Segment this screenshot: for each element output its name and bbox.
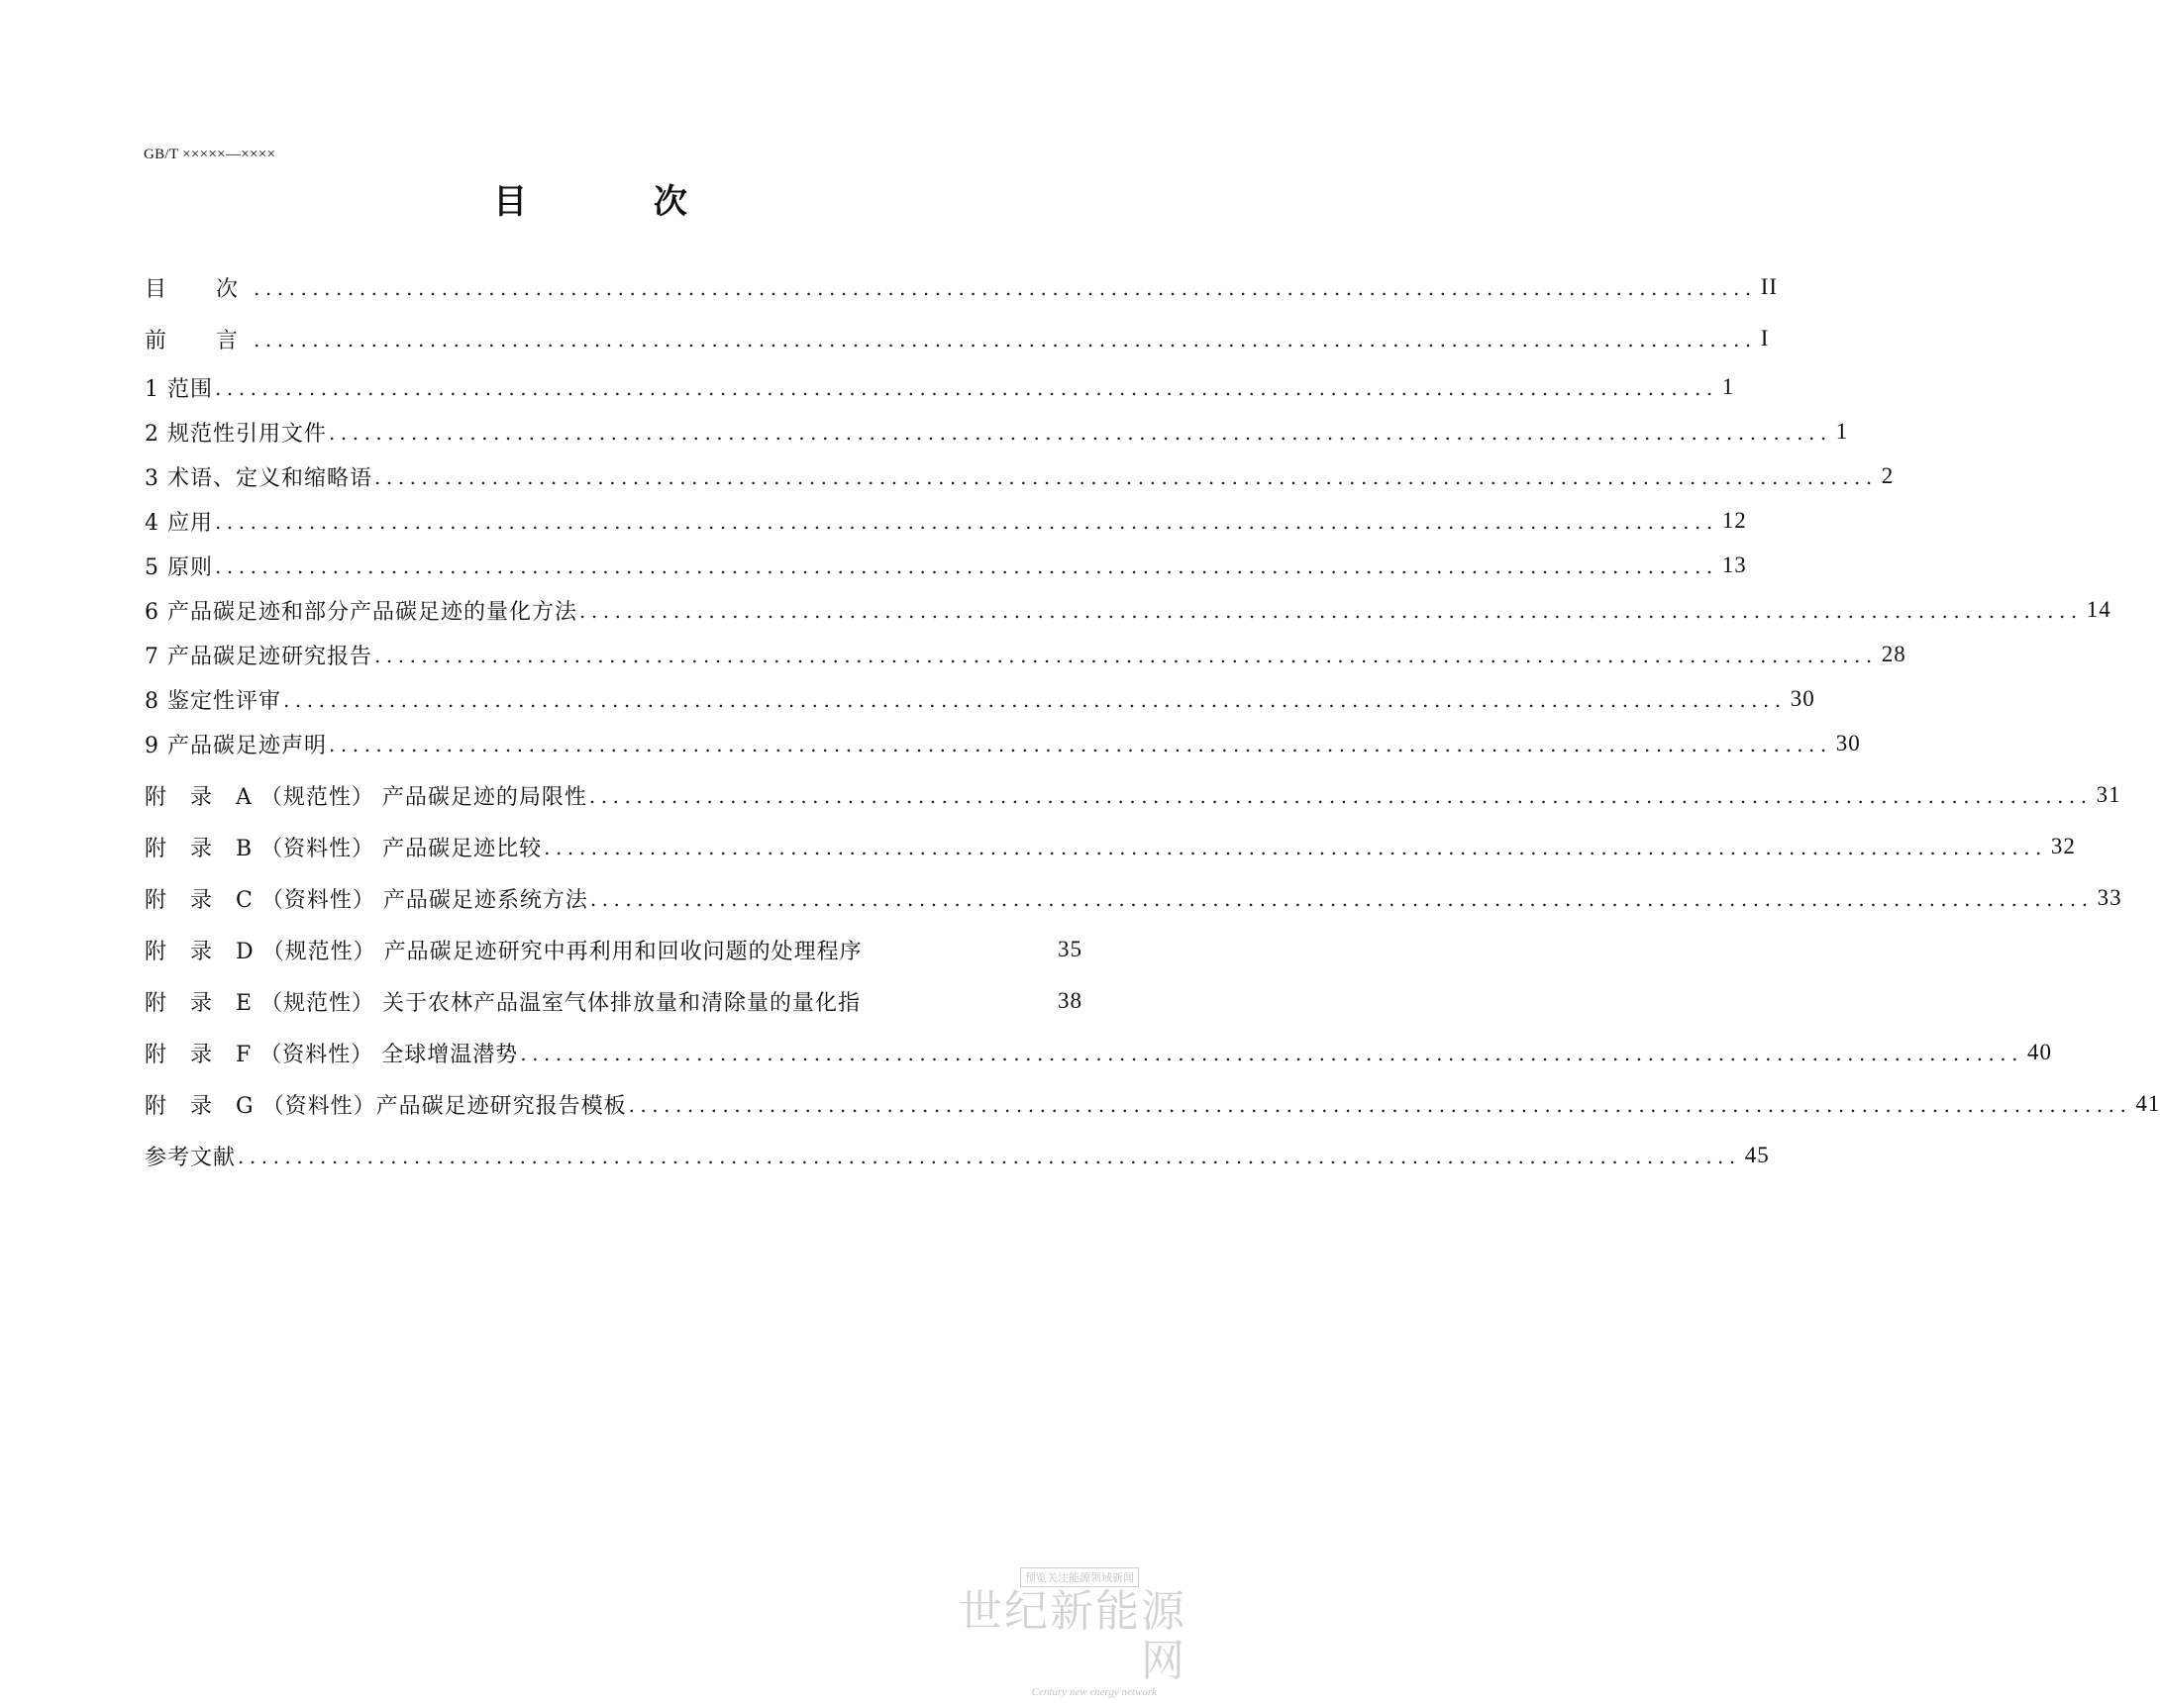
watermark bbox=[949, 1566, 1186, 1698]
toc-entry-label: 参考文献 bbox=[145, 1145, 237, 1170]
toc-entry-label: 2 规范性引用文件 bbox=[145, 421, 327, 447]
toc-entry-page: 31 bbox=[2096, 782, 2121, 807]
toc-entry-label: 附 录 F （资料性） 全球增温潜势 bbox=[145, 1042, 519, 1067]
toc-entry-6[interactable] bbox=[145, 593, 2111, 627]
toc-entry-label: 前 言 bbox=[145, 328, 253, 353]
toc-entry-page: 1 bbox=[1835, 419, 1849, 444]
dot-leader: ................................................................................................................................ bbox=[215, 554, 1718, 578]
toc-entry-page: 30 bbox=[1790, 686, 1815, 711]
toc-entry-label: 6 产品碳足迹和部分产品碳足迹的量化方法 bbox=[145, 599, 577, 625]
toc-entry-label: 附 录 G （资料性）产品碳足迹研究报告模板 bbox=[145, 1093, 627, 1119]
page-title: 目 次 bbox=[493, 182, 745, 222]
toc-entry-label: 3 术语、定义和缩略语 bbox=[145, 465, 372, 491]
toc-entry-label: 附 录 A （规范性） 产品碳足迹的局限性 bbox=[145, 784, 587, 810]
dot-leader: ................................................................................................................................ bbox=[544, 836, 2047, 859]
toc-entry-page: 38 bbox=[1058, 988, 1082, 1013]
toc-entry-page: 41 bbox=[2135, 1091, 2160, 1116]
dot-leader: ................................................................................................................................ bbox=[329, 421, 1832, 445]
toc-entry-page: 33 bbox=[2097, 885, 2122, 910]
toc-entry-label: 附 录 B （资料性） 产品碳足迹比较 bbox=[145, 836, 543, 861]
toc-entry-7[interactable] bbox=[145, 638, 1906, 671]
dot-leader: ................................................................................................................................ bbox=[579, 599, 2083, 623]
toc-entry-label: 4 应用 bbox=[145, 510, 213, 536]
toc-entry-page: 32 bbox=[2050, 834, 2076, 858]
toc-entry-9[interactable] bbox=[145, 727, 1861, 760]
dot-leader: ................................................................................................................................ bbox=[520, 1042, 2024, 1065]
document-code: GB/T ×××××—×××× bbox=[144, 147, 276, 162]
toc-entry-page: 2 bbox=[1881, 463, 1895, 488]
toc-entry-page: 28 bbox=[1881, 642, 1906, 666]
dot-leader: ................................................................................................................................ bbox=[283, 688, 1787, 712]
toc-entry-label: 目 次 bbox=[145, 276, 253, 302]
dot-leader: ................................................................................................................................ bbox=[329, 733, 1832, 756]
toc-entry-page: I bbox=[1760, 326, 1770, 351]
toc-entry-page: 14 bbox=[2086, 597, 2111, 622]
dot-leader: ................................................................................................................................ bbox=[238, 1145, 1741, 1168]
toc-entry-annex-e[interactable] bbox=[145, 984, 1082, 1018]
toc-entry-page: 45 bbox=[1744, 1143, 1770, 1167]
watermark-brand: 世纪新能源网 bbox=[959, 1586, 1186, 1686]
toc-entry-label: 5 原则 bbox=[145, 554, 213, 580]
toc-entry-annex-a[interactable] bbox=[145, 778, 2121, 812]
toc-entry-page: 13 bbox=[1721, 553, 1747, 577]
toc-entry-annex-f[interactable] bbox=[145, 1036, 2053, 1069]
toc-entry-label: 8 鉴定性评审 bbox=[145, 688, 281, 714]
dot-leader: ................................................................................................................................ bbox=[254, 276, 1757, 300]
toc-entry-contents[interactable] bbox=[145, 270, 1779, 304]
toc-entry-page: 1 bbox=[1721, 374, 1735, 399]
toc-entry-bibliography[interactable] bbox=[145, 1139, 1770, 1172]
toc-entry-label: 9 产品碳足迹声明 bbox=[145, 733, 327, 758]
toc-entry-annex-b[interactable] bbox=[145, 830, 2076, 863]
dot-leader: ................................................................................................................................ bbox=[628, 1093, 2132, 1117]
toc-entry-page: 12 bbox=[1721, 508, 1747, 533]
toc-entry-label: 7 产品碳足迹研究报告 bbox=[145, 644, 372, 669]
toc-entry-page: 30 bbox=[1835, 731, 1861, 755]
toc-entry-2[interactable] bbox=[145, 415, 1849, 449]
toc-entry-5[interactable] bbox=[145, 549, 1747, 582]
dot-leader: ................................................................................................................................ bbox=[374, 465, 1878, 489]
toc-entry-label: 附 录 C （资料性） 产品碳足迹系统方法 bbox=[145, 887, 588, 913]
toc-entry-annex-g[interactable] bbox=[145, 1087, 2160, 1121]
toc-entry-8[interactable] bbox=[145, 682, 1815, 716]
dot-leader: ................................................................................................................................ bbox=[254, 328, 1757, 352]
toc-entry-label: 1 范围 bbox=[145, 376, 213, 402]
toc-entry-label: 附 录 D （规范性） 产品碳足迹研究中再利用和回收问题的处理程序 bbox=[145, 939, 863, 964]
toc-entry-page: II bbox=[1760, 274, 1779, 299]
toc-entry-3[interactable] bbox=[145, 459, 1895, 493]
toc-entry-4[interactable] bbox=[145, 504, 1747, 538]
dot-leader: ................................................................................................................................ bbox=[588, 784, 2093, 808]
watermark-subtitle: Century new energy network bbox=[1031, 1686, 1157, 1698]
toc-entry-1[interactable] bbox=[145, 370, 1735, 404]
dot-leader: ................................................................................................................................ bbox=[215, 510, 1718, 534]
dot-leader: ................................................................................................................................ bbox=[589, 887, 2094, 911]
watermark-caption: 预览关注能源领域新闻 bbox=[1020, 1567, 1139, 1587]
dot-leader: ................................................................................................................................ bbox=[215, 376, 1718, 400]
toc-entry-page: 40 bbox=[2027, 1040, 2053, 1064]
toc-entry-label: 附 录 E （规范性） 关于农林产品温室气体排放量和清除量的量化指 bbox=[145, 990, 862, 1016]
toc-entry-foreword[interactable] bbox=[145, 322, 1770, 355]
toc-entry-page: 35 bbox=[1058, 937, 1082, 961]
toc-entry-annex-c[interactable] bbox=[145, 881, 2122, 915]
toc-entry-annex-d[interactable] bbox=[145, 933, 1082, 966]
dot-leader: ................................................................................................................................ bbox=[374, 644, 1878, 667]
